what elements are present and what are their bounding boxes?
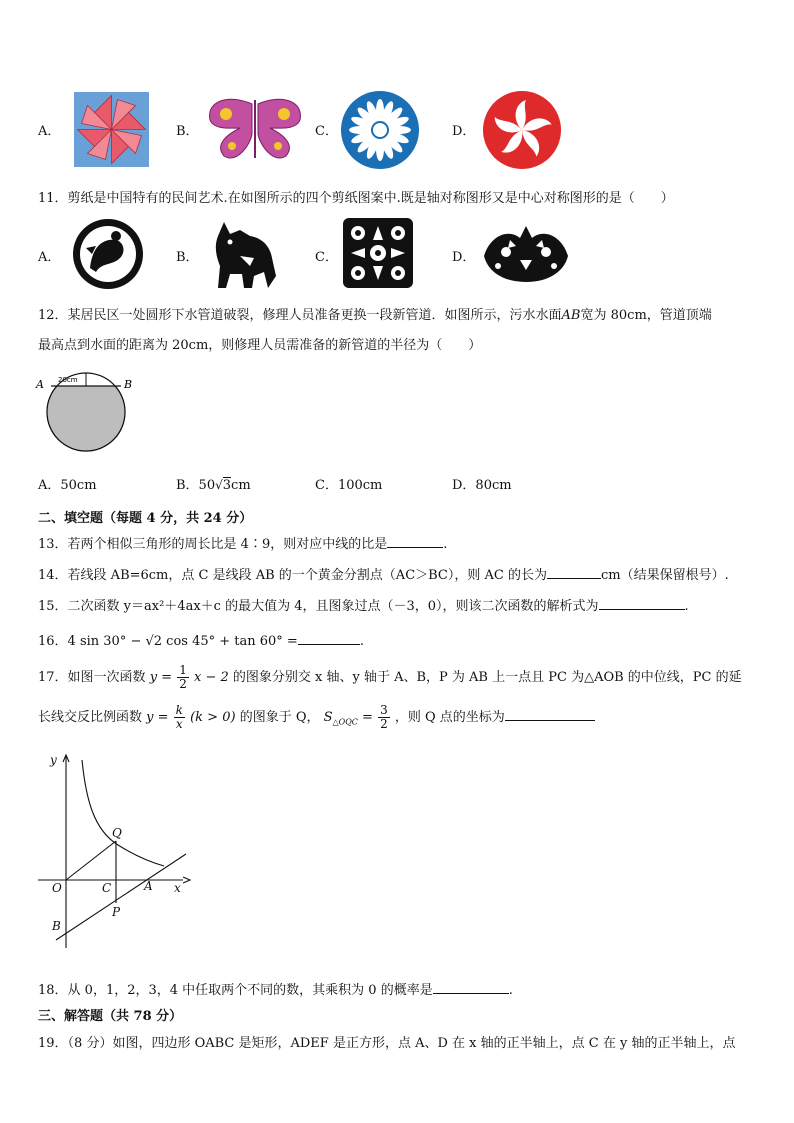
- q10-option-b-label: B．: [176, 124, 199, 139]
- fig-a-label: A: [144, 879, 153, 893]
- fig-label-20cm: 20cm: [58, 376, 78, 384]
- section-3-heading: 三、解答题（共 78 分）: [38, 1009, 183, 1024]
- fig-y-label: y: [50, 753, 57, 767]
- q11-option-b-label: B．: [176, 250, 199, 265]
- papercut-animal-image: [210, 216, 282, 290]
- fig-label-a: A: [36, 378, 44, 391]
- q16-blank[interactable]: [298, 632, 360, 645]
- q12-option-b: B．50√3cm: [176, 478, 251, 493]
- q16: 16．4 sin 30° − √2 cos 45° + tan 60° = .: [38, 634, 364, 649]
- fig-label-b: B: [124, 378, 133, 391]
- fig-b-label: B: [52, 919, 61, 933]
- q17-half-fraction: $\frac{1}{2}$: [179, 663, 187, 691]
- chrysanthemum-disk-image: [340, 90, 420, 170]
- q11-option-a-label: A．: [38, 250, 61, 265]
- pipe-circle-figure: [36, 368, 136, 458]
- q17-coordinate-figure: [38, 750, 198, 950]
- q15: 15．二次函数 y＝ax²＋4ax＋c 的最大值为 4，且图象过点（－3，0），则该二次函数的解析式为 .: [38, 599, 689, 614]
- q17-line1: 17．如图一次函数 y = $\frac{1}{2}$ x − 2 的图象分别交 x 轴、y 轴于 A、B，P 为 AB 上一点且 PC 为△AOB 的中位线，PC 的延: [38, 663, 742, 691]
- q12-option-d: D．80cm: [452, 478, 512, 493]
- q18: 18．从 0，1，2，3，4 中任取两个不同的数，其乘积为 0 的概率是 .: [38, 983, 513, 998]
- fig-q-label: Q: [112, 826, 122, 840]
- q12-line1: 12．某居民区一处圆形下水管道破裂，修理人员准备更换一段新管道．如图所示，污水水面AB宽为 80cm，管道顶端: [38, 308, 712, 323]
- q18-blank[interactable]: [433, 981, 509, 994]
- bauhinia-flag-image: [482, 90, 562, 170]
- q16-expression: 4 sin 30° − √2 cos 45° + tan 60° =: [67, 634, 298, 649]
- section-2-heading: 二、填空题（每题 4 分，共 24 分）: [38, 511, 253, 526]
- q12-ab: AB: [561, 308, 581, 323]
- q17-area-fraction: $\frac{3}{2}$: [380, 703, 388, 731]
- q17-k-fraction: $\frac{k}{x}$: [175, 703, 183, 731]
- papercut-birds-image: [480, 216, 572, 288]
- q10-option-d-label: D．: [452, 124, 476, 139]
- q11-option-d-label: D．: [452, 250, 476, 265]
- fig-p-label: P: [112, 905, 121, 919]
- fig-c-label: C: [102, 881, 112, 895]
- q19: 19．（8 分）如图，四边形 OABC 是矩形，ADEF 是正方形，点 A、D 在 x 轴的正半轴上，点 C 在 y 轴的正半轴上，点: [38, 1036, 736, 1051]
- q12-option-a: A．50cm: [38, 478, 97, 493]
- q17-blank[interactable]: [505, 708, 595, 721]
- fig-x-label: x: [174, 881, 181, 895]
- q14: 14．若线段 AB=6cm，点 C 是线段 AB 的一个黄金分割点（AC＞BC），则 AC 的长为 cm（结果保留根号）.: [38, 568, 729, 583]
- fig-o-label: O: [52, 881, 62, 895]
- q15-blank[interactable]: [599, 597, 685, 610]
- q14-blank[interactable]: [547, 566, 601, 579]
- q12-line2: 最高点到水面的距离为 20cm，则修理人员需准备的新管道的半径为（ ）: [38, 338, 482, 353]
- q13: 13．若两个相似三角形的周长比是 4∶9，则对应中线的比是 .: [38, 537, 448, 552]
- q11-option-c-label: C．: [315, 250, 338, 265]
- q11-text: 11．剪纸是中国特有的民间艺术.在如图所示的四个剪纸图案中.既是轴对称图形又是中心对称图形的是（ ）: [38, 191, 674, 206]
- q17-line2: 长线交反比例函数 y = $\frac{k}{x}$ (k > 0) 的图象于 Q， $S_{\triangle OQC}$ = $\frac{3}{2}$ ，则 Q 点的坐标为: [38, 704, 595, 731]
- q10-option-c-label: C．: [315, 124, 338, 139]
- papercut-floral-square-image: [343, 218, 413, 288]
- papercut-round-figure-image: [72, 218, 144, 290]
- q12-option-c: C．100cm: [315, 478, 383, 493]
- pinwheel-image: [74, 92, 149, 167]
- butterfly-image: [200, 94, 310, 164]
- q13-blank[interactable]: [387, 535, 443, 548]
- q10-option-a-label: A．: [38, 124, 61, 139]
